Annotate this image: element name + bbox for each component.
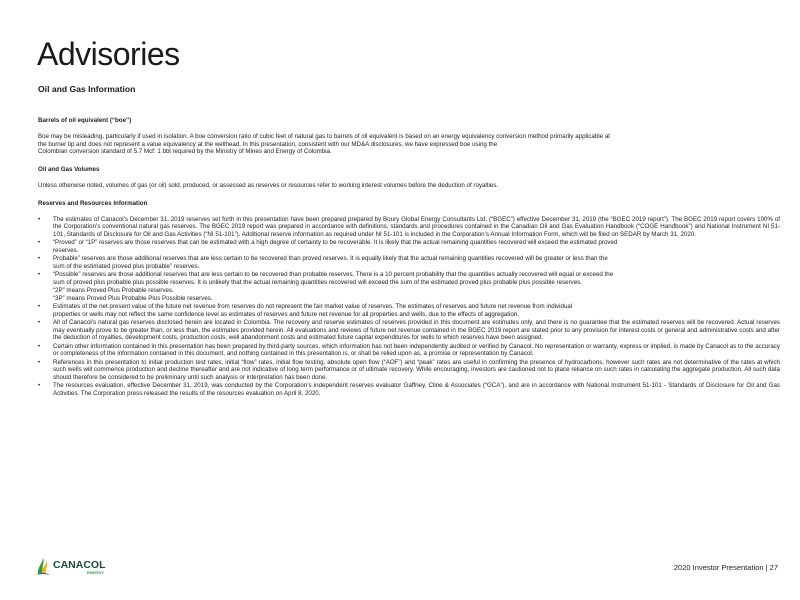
bullet-text: sum of proved plus probable plus possible reserves. It is unlikely that the actual remaining quantities recovered will exceed the sum of the estimated proved plus probable plus possible reserves.	[53, 279, 582, 287]
bullet-text: • Estimates of the net present value of the future net revenue from reserves do not represent the fair market value of reserves. The estimates of reserves and future net revenue from individual	[53, 302, 573, 310]
bullet-text: sum of the estimated proved plus probable” reserves.	[53, 263, 200, 271]
bullet-text: • “Possible” reserves are those additional reserves that are less certain to be recovered than probable reserves. There is a 10 percent probability that the quantities actually recovered will equal or exceed the	[53, 271, 614, 279]
volumes-heading: Oil and Gas Volumes	[38, 166, 100, 174]
logo-wordmark: CANACOL	[53, 559, 106, 571]
advisories-content	[38, 117, 780, 398]
flame-icon	[36, 558, 50, 575]
bullet-text: • Probable” reserves are those additional reserves that are less certain to be recovered than proved reserves. It is equally likely that the actual remaining quantities recovered will be greater or less than the	[53, 255, 608, 263]
bullet-text: reserves.	[53, 247, 79, 255]
reserves-bullet-list	[38, 216, 780, 398]
bullet-text: • “Proved” or “1P” reserves are those reserves that can be estimated with a high degree of certainty to be recoverable. It is likely that the actual remaining quantities recovered will exceed the estimated proved	[53, 239, 618, 247]
bullet-text: Certain other information contained in this presentation has been prepared by third-party sources, which information has not been independently audited or verified by Canacol. No representation or warranty, express or implied, is made by Canacol as to the accuracy or completeness of the information contained in this document, and nothing contained in this presentation is, or shall be relied upon as, a promise or representation by Canacol.	[53, 342, 780, 358]
reserves-bullet-item	[38, 343, 780, 359]
page-subtitle: Oil and Gas Information	[38, 84, 136, 94]
bullet-text: The estimates of Canacol’s December 31, 2019 reserves set forth in this presentation have been prepared prepared by Boury Global Energy Consultants Ltd. (“BGEC”) effective December 31, 2019 (the “BGEC 2019 report”). The BGEC 2019 report covers 100% of the Corporation’s conventional natural gas reserves. The BGEC 2019 report was prepared in accordance with definitions, standards and procedures contained in the Canadian Oil and Gas Evaluation Handbook (“COGE Handbook”) and National Instrument NI 51-101, Standards of Disclosure for Oil and Gas Activities (“NI 51-101”). Additional reserve information as required under NI 51-101 is included in the Corporation’s Annual Information Form, which will be filed on SEDAR by March 31, 2020.	[53, 215, 780, 239]
boe-line: the burner tip and does not represent a value equivalency at the wellhead. In this presentation, consistent with our MD&A disclosures, we have expressed boe using the	[38, 140, 498, 148]
reserves-bullet-item	[38, 271, 780, 302]
reserves-bullet-item	[38, 216, 780, 239]
reserves-bullet-item	[38, 255, 780, 271]
boe-line: Colombian conversion standard of 5.7 Mcf: 1 bbl required by the Ministry of Mines and Energy of Colombia.	[38, 148, 332, 156]
bullet-text: All of Canacol’s natural gas reserves disclosed herein are located in Colombia. The recovery and reserve estimates of reserves provided in this document are estimates only, and there is no guarantee that the estimated reserves will be recovered. Actual reserves may eventually prove to be greater than, or less than, the estimates provided herein. All evaluations and reviews of future net revenue contained in the BGEC 2019 report are stated prior to any provision for interest costs or general and administrative costs and after the deduction of royalties, development costs, production costs, well abandonment costs and estimated future capital expenditures for wells to which reserves have been assigned.	[53, 318, 780, 342]
footer-page-label: 2020 Investor Presentation | 27	[673, 563, 778, 572]
reserves-bullet-item	[38, 382, 780, 398]
bullet-text: The resources evaluation, effective December 31, 2019, was conducted by the Corporation’s independent reserves evaluator Gaffney, Cline & Associates (“GCA”), and are in accordance with National Instrument 51-101 - Standards of Disclosure for Oil and Gas Activities. The Corporation press released the results of the resources evaluation on April 8, 2020.	[53, 382, 780, 398]
volumes-paragraph: Unless otherwise noted, volumes of gas (or oil) sold, produced, or assessed as reserves or resources refer to working interest volumes before the deduction of royalties.	[38, 181, 499, 189]
bullet-text: properties or wells may not reflect the same confidence level as estimates of reserves and future net revenue for all properties and wells, due to the effects of aggregation.	[53, 310, 519, 318]
reserves-bullet-item	[38, 319, 780, 342]
boe-line: Boe may be misleading, particularly if used in isolation. A boe conversion ratio of cubic feet of natural gas to barrels of oil equivalent is based on an energy equivalency conversion method primarily applicable at	[38, 132, 610, 140]
reserves-bullet-item	[38, 303, 780, 319]
reserves-heading: Reserves and Resources Information	[38, 199, 148, 207]
boe-heading: Barrels of oil equivalent (“boe”)	[38, 117, 132, 124]
bullet-text: “3P” means Proved Plus Probable Plus Possible reserves.	[53, 294, 213, 302]
page-title: Advisories	[37, 36, 180, 72]
reserves-bullet-item	[38, 359, 780, 382]
reserves-bullet-item	[38, 239, 780, 255]
canacol-logo	[34, 554, 114, 580]
logo-subtext: ENERGY	[87, 570, 104, 575]
bullet-text: “2P” means Proved Plus Probable reserves.	[53, 286, 174, 294]
boe-paragraph	[38, 133, 780, 156]
bullet-text: References in this presentation to initial production test rates, initial “flow” rates, initial flow testing, absolute open flow (“AOF”) and “peak” rates are useful in confirming the presence of hydrocarbons, however such rates are not determinative of the rates at which such wells will commence production and decline thereafter and are not indicative of long term performance or of ultimate recovery. While encouraging, investors are cautioned not to place reliance on such rates in calculating the aggregate production. All such data should therefore be considered to be preliminary until such analysis or interpretation has been done.	[53, 358, 780, 382]
